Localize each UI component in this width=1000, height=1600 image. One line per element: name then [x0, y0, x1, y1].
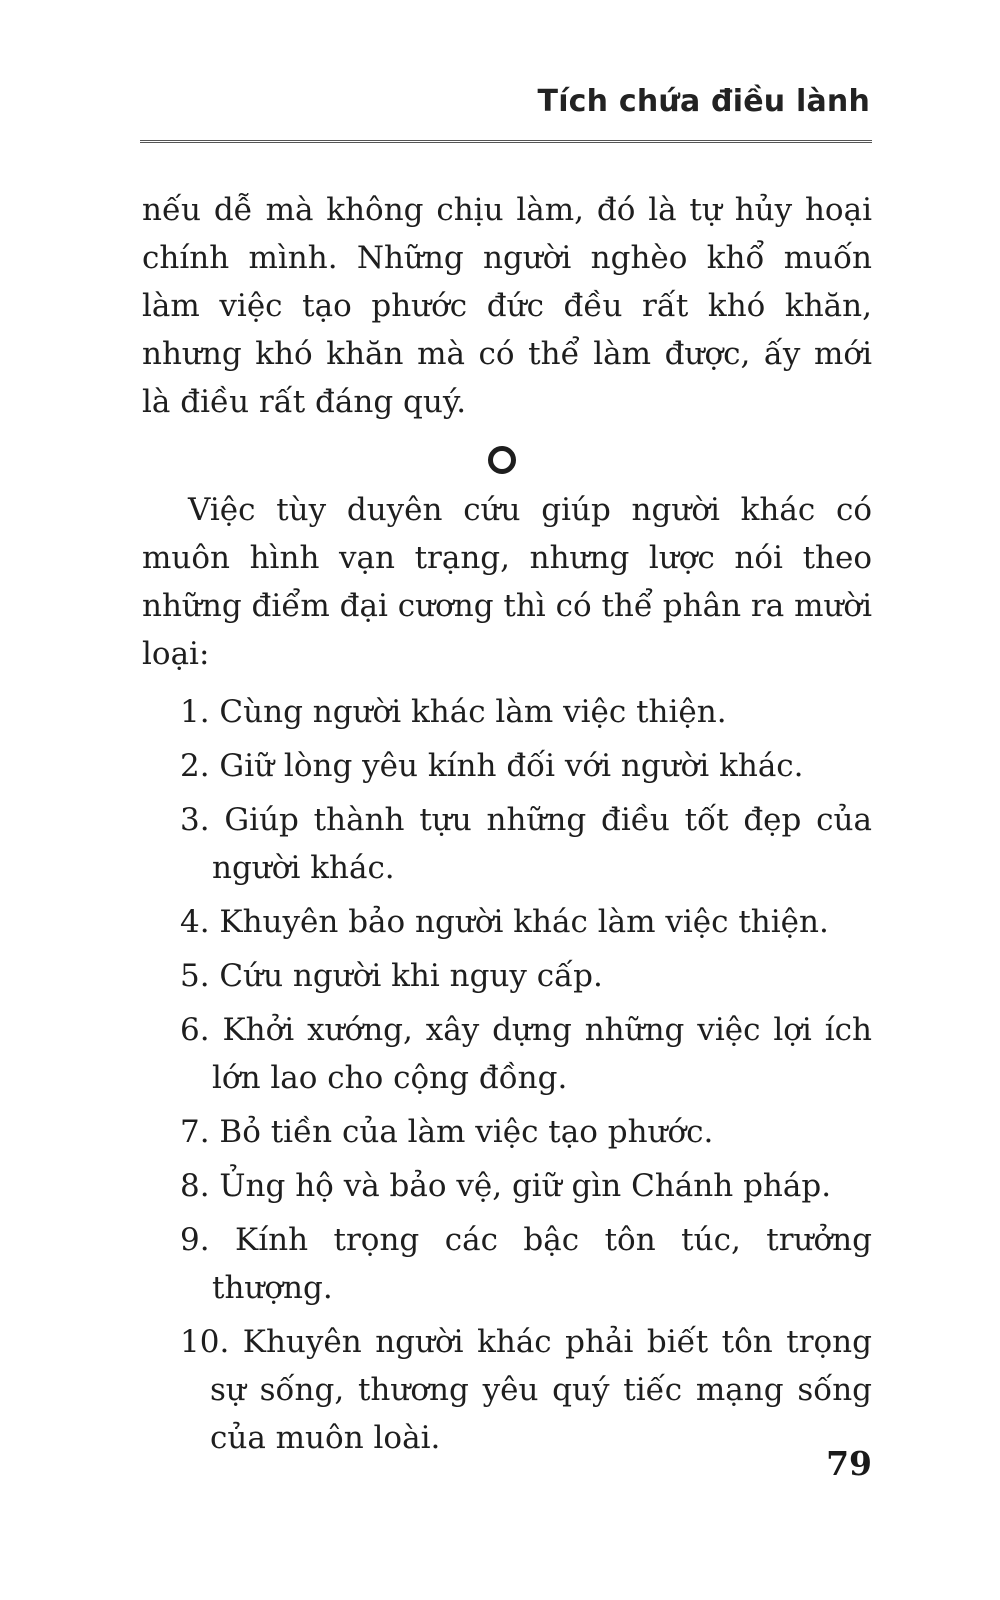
list-item: 3. Giúp thành tựu những điều tốt đẹp của người khác.: [180, 802, 872, 886]
chapter-title: Tích chứa điều lành: [537, 84, 870, 119]
list-item: 2. Giữ lòng yêu kính đối với người khác.: [180, 748, 804, 784]
list-item: 9. Kính trọng các bậc tôn túc, trưởng thượng.: [180, 1222, 872, 1306]
list-item: 5. Cứu người khi nguy cấp.: [180, 958, 603, 994]
list-item: 8. Ủng hộ và bảo vệ, giữ gìn Chánh pháp.: [180, 1168, 832, 1204]
paragraph-continued: nếu dễ mà không chịu làm, đó là tự hủy hoại chính mình. Những người nghèo khổ muốn làm việc tạo phước đức đều rất khó khăn, nhưng khó khăn mà có thể làm được, ấy mới là điều rất đáng quý.: [142, 192, 872, 420]
ten-ways-list: [180, 688, 872, 1468]
section-separator-circle-icon: [488, 446, 516, 474]
running-header: [140, 78, 872, 143]
list-item: 7. Bỏ tiền của làm việc tạo phước.: [180, 1114, 714, 1150]
list-item: 1. Cùng người khác làm việc thiện.: [180, 694, 727, 730]
page-number: 79: [826, 1444, 872, 1483]
paragraph-intro: Việc tùy duyên cứu giúp người khác có muôn hình vạn trạng, nhưng lược nói theo những điểm đại cương thì có thể phân ra mười loại:: [142, 492, 873, 672]
list-item: 4. Khuyên bảo người khác làm việc thiện.: [180, 904, 829, 940]
list-item: 6. Khởi xướng, xây dựng những việc lợi ích lớn lao cho cộng đồng.: [180, 1012, 872, 1096]
list-item: 10. Khuyên người khác phải biết tôn trọng sự sống, thương yêu quý tiếc mạng sống của muôn loài.: [180, 1324, 872, 1456]
